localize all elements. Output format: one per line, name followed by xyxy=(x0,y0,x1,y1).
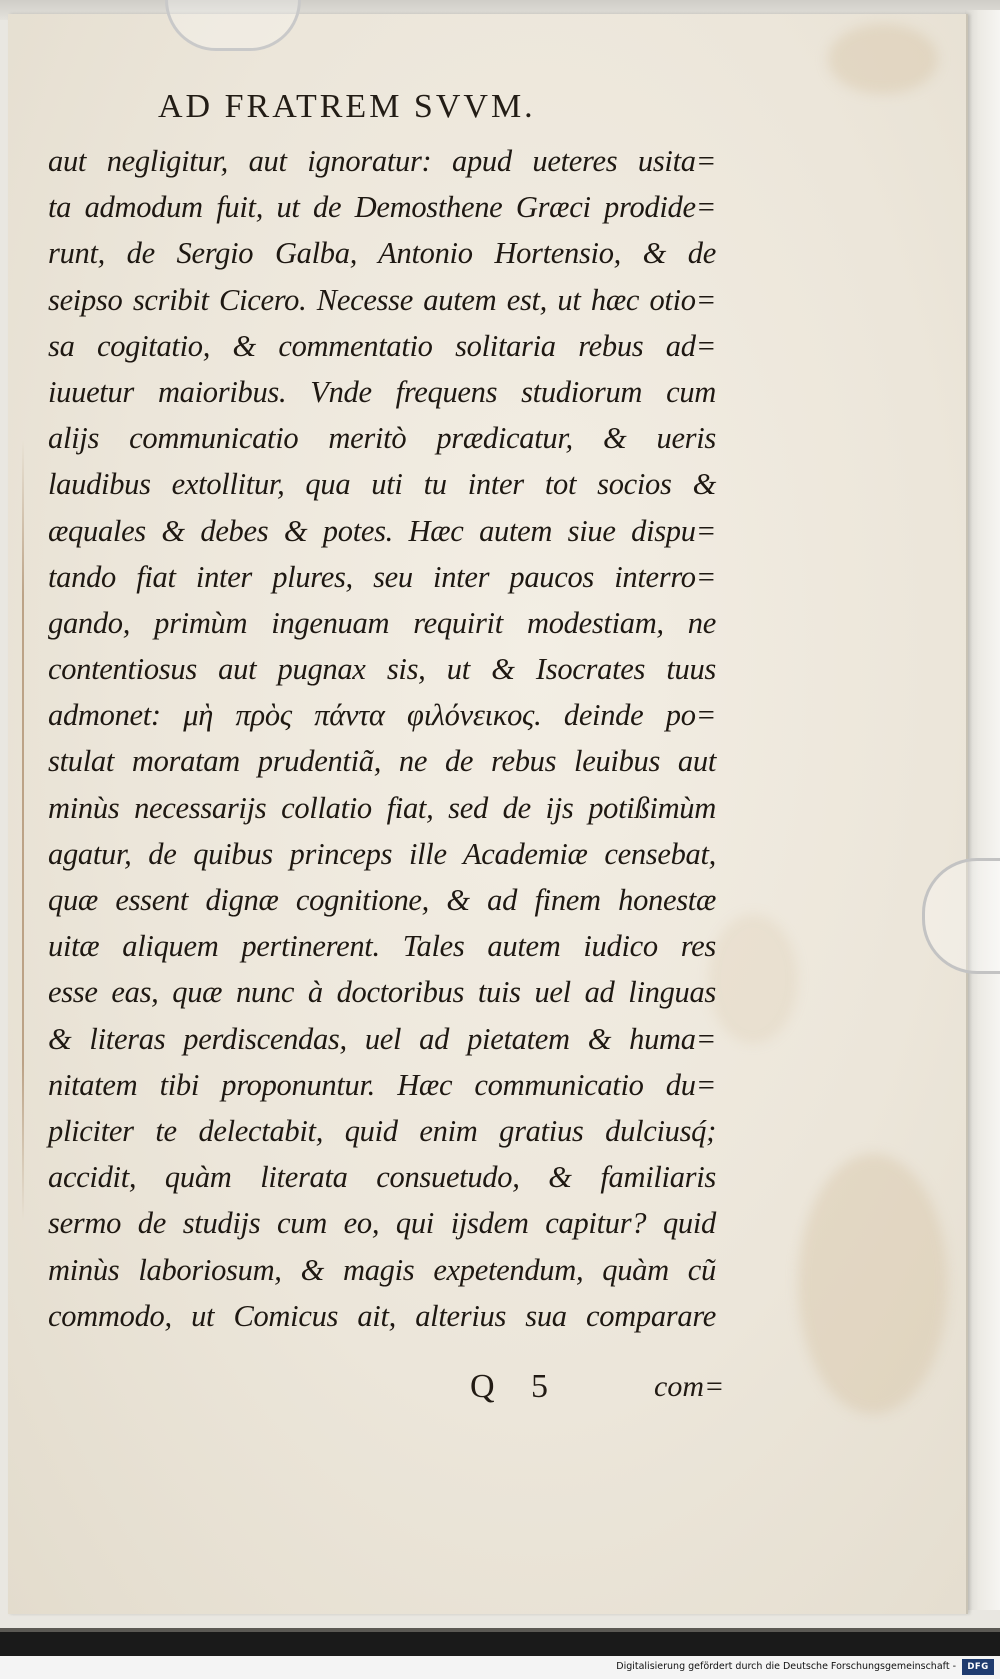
text-line: sermo de studijs cum eo, qui ijsdem capitur? quid xyxy=(48,1206,716,1241)
paper-stain xyxy=(708,914,798,1044)
text-line: æquales & debes & potes. Hæc autem siue dispu= xyxy=(48,513,716,548)
text-line: alijs communicatio meritò prædicatur, & ueris xyxy=(48,421,716,456)
catchword: com= xyxy=(654,1370,725,1403)
text-line: commodo, ut Comicus ait, alterius sua comparare xyxy=(48,1298,716,1333)
text-line: aut negligitur, aut ignoratur: apud ueteres usita= xyxy=(48,144,716,178)
text-line: seipso scribit Cicero. Necesse autem est, ut hæc otio= xyxy=(48,282,716,317)
text-line: runt, de Sergio Galba, Antonio Hortensio, & de xyxy=(48,236,716,271)
text-line: agatur, de quibus princeps ille Academiæ censebat, xyxy=(48,836,716,871)
text-line: accidit, quàm literata consuetudo, & familiaris xyxy=(48,1160,716,1195)
page-fold-line xyxy=(22,440,24,1220)
text-line: & literas perdiscendas, uel ad pietatem & huma= xyxy=(48,1021,716,1056)
binding-edge xyxy=(965,10,1000,1610)
dfg-logo: DFG xyxy=(962,1659,994,1675)
running-head: AD FRATREM SVVM. xyxy=(158,88,536,125)
text-line: gando, primùm ingenuam requirit modestiam, ne xyxy=(48,605,716,640)
text-line: uitæ aliquem pertinerent. Tales autem iudico res xyxy=(48,929,716,964)
text-block xyxy=(48,138,716,1339)
text-line: pliciter te delectabit, quid enim gratius dulciusq́; xyxy=(48,1113,716,1148)
text-line: tando fiat inter plures, seu inter paucos interro= xyxy=(48,559,716,594)
text-line: admonet: μὴ πρὸς πάντα φιλόνεικος. deinde po= xyxy=(48,698,716,733)
text-line: minùs necessarijs collatio fiat, sed de ijs potißimùm xyxy=(48,790,716,825)
paper-stain xyxy=(828,24,938,94)
text-line: ta admodum fuit, ut de Demosthene Græci prodide= xyxy=(48,190,716,225)
text-line: sa cogitatio, & commentatio solitaria rebus ad= xyxy=(48,328,716,363)
text-line: laudibus extollitur, qua uti tu inter tot socios & xyxy=(48,467,716,502)
text-line: iuuetur maioribus. Vnde frequens studiorum cum xyxy=(48,374,716,409)
funding-credit: Digitalisierung gefördert durch die Deutsche Forschungsgemeinschaft - xyxy=(616,1661,956,1672)
text-line: nitatem tibi proponuntur. Hæc communicatio du= xyxy=(48,1067,716,1102)
text-line: minùs laboriosum, & magis expetendum, quàm cũ xyxy=(48,1252,716,1287)
signature-mark: Q 5 xyxy=(470,1368,563,1405)
text-line: stulat moratam prudentiã, ne de rebus leuibus aut xyxy=(48,744,716,779)
text-line: contentiosus aut pugnax sis, ut & Isocrates tuus xyxy=(48,652,716,687)
paper-stain xyxy=(798,1154,948,1414)
text-line: esse eas, quæ nunc à doctoribus tuis uel ad linguas xyxy=(48,975,716,1010)
scanner-bed xyxy=(0,1632,1000,1656)
text-line: quæ essent dignæ cognitione, & ad finem honestæ xyxy=(48,883,716,917)
